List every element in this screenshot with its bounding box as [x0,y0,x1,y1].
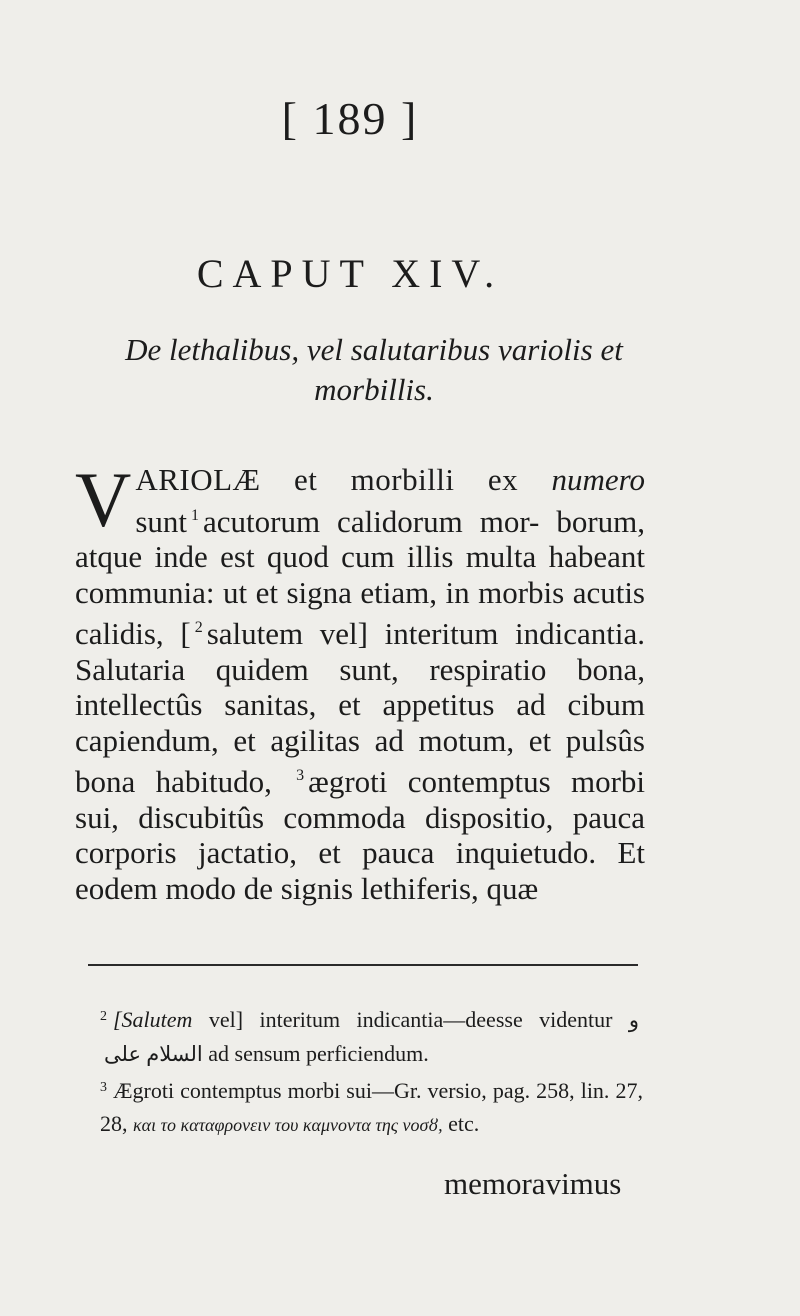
catchword: memoravimus [444,1166,622,1201]
footnote-rule [88,964,638,966]
footnote-2-arabic: و السلام على [104,1008,640,1066]
footnote-2-marker: 2 [100,1009,107,1024]
page-number: [ 189 ] [281,93,419,144]
body-line-2-start: sunt [135,503,188,539]
footnotes [78,1000,643,1142]
footnote-3 [78,1071,643,1142]
body-segment-b: salutem vel] interitum indicantia. Salutaria quidem sunt, respiratio bona, intellectûs sanitas, et appetitus ad cibum capiendum, et agilitas ad motum, et pulsûs bona habitudo, [75,616,645,799]
footnote-2-end: ad sensum perficiendum. [208,1041,429,1066]
body-segment-c: ægroti contemptus morbi sui, discubitûs commoda dispositio, pauca corporis jactatio, et pauca inquietudo. Et eodem modo de signis lethiferis, quæ [75,764,645,906]
body-line-1: ARIOLÆ et morbilli ex [135,462,552,497]
drop-cap: V [75,456,132,543]
body-paragraph [75,456,646,906]
footnote-2-text: vel] interitum indicantia—deesse videntur [208,1007,613,1032]
footnote-3-end: etc. [448,1111,480,1136]
footnote-3-text: Ægroti contemptus morbi sui—Gr. versio, pag. 258, lin. 27, 28, [100,1078,643,1136]
footnote-3-marker: 3 [100,1080,107,1095]
note-reference-1: 1 [191,506,200,524]
footnote-3-greek: και το καταφρονειν του καμνοντα της νοσȣ, [133,1115,443,1135]
body-italic-word: numero [551,462,645,497]
chapter-title: De lethalibus, vel salutaribus variolis et morbillis. [125,332,623,407]
footnote-2 [78,1000,643,1071]
footnote-2-italic: [Salutem [113,1007,193,1032]
body-segment-a: borum, atque inde est quod cum illis multa habeant communia: ut et signa etiam, in morbis acutis calidis, [ [75,503,646,651]
chapter-heading: CAPUT XIV. [196,251,504,296]
body-line-2-rest: acutorum calidorum mor- [203,503,540,539]
note-reference-2: 2 [194,619,203,636]
note-reference-3: 3 [296,767,305,784]
